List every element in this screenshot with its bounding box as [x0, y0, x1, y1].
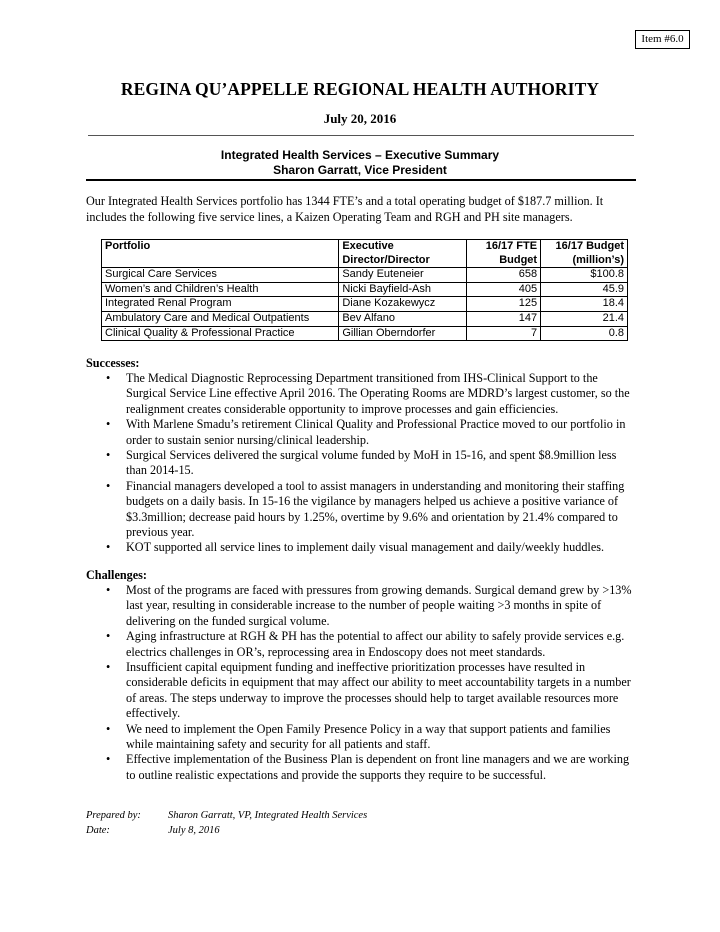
challenges-title: Challenges: [86, 568, 147, 582]
list-item-text: Financial managers developed a tool to assist managers in understanding and monitoring their staffing budgets on a daily basis. In 15-16 the vigilance by managers helped us achieve a positive variance of $3.3million; decrease paid hours by 1.25%, overtime by 9.6% and orientation by 21.4% compared to previous year. [126, 478, 625, 540]
table-row [102, 268, 628, 283]
header-budget: 16/17 Budget (million’s) [541, 240, 628, 268]
summary-subtitle: Sharon Garratt, Vice President [273, 163, 447, 177]
successes-list [86, 371, 638, 556]
cell-fte: 125 [467, 297, 541, 312]
date-label: Date: [86, 825, 110, 836]
cell-director: Sandy Euteneier [339, 268, 467, 283]
list-item-text: Effective implementation of the Business Plan is dependent on front line managers and we are working to outline realistic expectations and provide the supports they require to be successful. [126, 752, 630, 782]
list-item [86, 629, 638, 660]
table-row [102, 282, 628, 297]
date-line [86, 823, 367, 838]
table-body [102, 268, 628, 341]
list-item [86, 371, 638, 417]
cell-portfolio: Integrated Renal Program [102, 297, 339, 312]
cell-budget: 21.4 [541, 311, 628, 326]
header-fte: 16/17 FTE Budget [467, 240, 541, 268]
table-row [102, 297, 628, 312]
bullet-icon: • [106, 721, 111, 736]
bullet-icon: • [106, 583, 111, 597]
cell-director: Diane Kozakewycz [339, 297, 467, 312]
date-value: July 8, 2016 [168, 825, 220, 836]
cell-budget: 45.9 [541, 282, 628, 297]
list-item [86, 660, 638, 722]
cell-director: Bev Alfano [339, 311, 467, 326]
cell-fte: 7 [467, 326, 541, 341]
cell-portfolio: Ambulatory Care and Medical Outpatients [102, 311, 339, 326]
list-item-text: KOT supported all service lines to implement daily visual management and daily/weekly huddles. [126, 540, 605, 555]
header-portfolio: Portfolio [102, 240, 339, 268]
item-number-box: Item #6.0 [635, 30, 690, 49]
document-date: July 20, 2016 [323, 111, 397, 126]
prepared-by-label: Prepared by: [86, 810, 141, 821]
cell-budget: 0.8 [541, 326, 628, 341]
prepared-by-line [86, 808, 367, 823]
list-item-text: With Marlene Smadu’s retirement Clinical Quality and Professional Practice moved to our portfolio in order to sustain senior nursing/clinical leadership. [126, 417, 626, 447]
footer [86, 808, 367, 838]
list-item [86, 540, 638, 555]
list-item [86, 722, 638, 753]
list-item-text: Surgical Services delivered the surgical volume funded by MoH in 15-16, and spent $8.9million less than 2014-15. [126, 448, 617, 478]
cell-fte: 658 [467, 268, 541, 283]
table-row [102, 326, 628, 341]
cell-fte: 405 [467, 282, 541, 297]
cell-budget: $100.8 [541, 268, 628, 283]
cell-director: Nicki Bayfield-Ash [339, 282, 467, 297]
header-director: Executive Director/Director [339, 240, 467, 268]
intro-paragraph: Our Integrated Health Services portfolio has 1344 FTE’s and a total operating budget of $187.7 million. It includes the following five service lines, a Kaizen Operating Team and RGH and PH site managers. [86, 194, 604, 224]
summary-heading [0, 148, 720, 178]
summary-title: Integrated Health Services – Executive Summary [220, 148, 500, 162]
cell-director: Gillian Oberndorfer [339, 326, 467, 341]
list-item [86, 752, 638, 783]
list-item [86, 479, 638, 541]
bullet-icon: • [106, 478, 111, 493]
divider [86, 179, 636, 181]
bullet-icon: • [106, 371, 111, 385]
bullet-icon: • [106, 417, 111, 432]
bullet-icon: • [106, 629, 111, 644]
prepared-by-value: Sharon Garratt, VP, Integrated Health Services [168, 810, 368, 821]
divider [88, 135, 634, 136]
bullet-icon: • [106, 752, 111, 767]
list-item [86, 583, 638, 629]
list-item-text: We need to implement the Open Family Presence Policy in a way that support patients and families while maintaining safety and security for all patients and staff. [126, 721, 611, 752]
cell-portfolio: Clinical Quality & Professional Practice [102, 326, 339, 341]
list-item-text: Insufficient capital equipment funding and ineffective prioritization processes have resulted in considerable deficits in equipment that may affect our ability to meet accountability targets in a number of areas. The steps underway to improve the processes should help to target available resources more effectively. [126, 660, 631, 721]
table-row [102, 311, 628, 326]
cell-budget: 18.4 [541, 297, 628, 312]
list-item [86, 448, 638, 479]
cell-portfolio: Surgical Care Services [102, 268, 339, 283]
cell-fte: 147 [467, 311, 541, 326]
bullet-icon: • [106, 660, 111, 675]
organization-title: REGINA QU’APPELLE REGIONAL HEALTH AUTHORITY [120, 79, 600, 99]
challenges-list [86, 583, 638, 783]
successes-title: Successes: [86, 356, 140, 370]
bullet-icon: • [106, 448, 111, 463]
table-header-row [102, 240, 628, 268]
cell-portfolio: Women’s and Children’s Health [102, 282, 339, 297]
list-item-text: Aging infrastructure at RGH & PH has the potential to affect our ability to safely provide services e.g. electrics challenges in OR’s, reprocessing area in Endoscopy does not meet standards. [126, 629, 625, 659]
list-item [86, 417, 638, 448]
portfolio-table [101, 239, 628, 341]
bullet-icon: • [106, 540, 111, 555]
list-item-text: Most of the programs are faced with pressures from growing demands. Surgical demand grew by >13% last year, resulting in considerable increase to the number of people waiting >3 months in spite of delivering on the funded surgical volume. [126, 583, 632, 628]
list-item-text: The Medical Diagnostic Reprocessing Department transitioned from IHS-Clinical Support to the Surgical Service Line effective April 2016. The Operating Rooms are MDRD’s largest customer, so the realignment creates considerable opportunity to improve processes and gain efficiencies. [126, 371, 630, 416]
